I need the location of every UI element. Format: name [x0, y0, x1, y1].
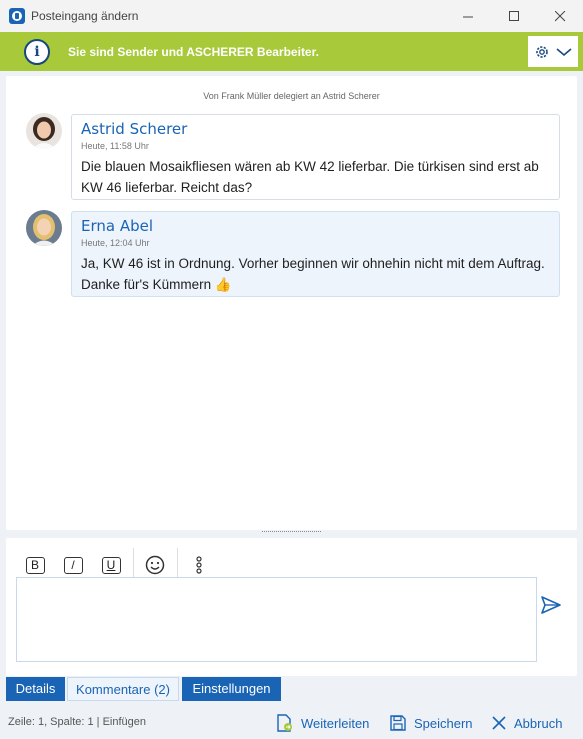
italic-icon: / [64, 557, 83, 574]
cancel-button[interactable] [492, 712, 562, 734]
comment-time: Heute, 11:58 Uhr [81, 141, 149, 151]
underline-button[interactable] [100, 555, 122, 575]
send-icon [540, 594, 562, 616]
comment-author: Astrid Scherer [81, 120, 188, 138]
comments-panel [6, 76, 577, 530]
smiley-icon [145, 555, 165, 575]
tab-bar [0, 677, 583, 701]
more-vertical-icon [195, 555, 203, 575]
comment-card [71, 114, 560, 200]
chevron-down-icon [556, 47, 572, 57]
toolbar-divider [177, 548, 178, 578]
tab-comments[interactable]: Kommentare (2) [67, 677, 179, 701]
info-bar [0, 32, 583, 71]
send-button[interactable] [540, 594, 564, 618]
comment-text: Ja, KW 46 ist in Ordnung. Vorher beginnen wir ohnehin nicht mit dem Auftrag. Danke für's Kümmern 👍 [81, 256, 545, 292]
resize-handle[interactable] [262, 531, 321, 537]
delegation-note: Von Frank Müller delegiert an Astrid Scherer [203, 91, 380, 101]
emoji-button[interactable] [144, 555, 166, 575]
bold-button[interactable] [24, 555, 46, 575]
save-icon [390, 715, 406, 731]
gear-icon [534, 44, 550, 60]
forward-document-icon [276, 714, 293, 732]
forward-button[interactable] [276, 712, 369, 734]
bold-icon: B [26, 557, 45, 574]
comment-author: Erna Abel [81, 217, 154, 235]
comment-input[interactable] [16, 577, 537, 662]
maximize-icon [509, 11, 520, 22]
status-bar [0, 706, 583, 739]
avatar [26, 210, 62, 246]
italic-button[interactable] [62, 555, 84, 575]
app-logo-icon [9, 8, 25, 24]
cursor-status: Zeile: 1, Spalte: 1 | Einfügen [8, 716, 146, 728]
close-icon [492, 716, 506, 730]
maximize-button[interactable] [491, 0, 537, 32]
underline-icon: U [102, 557, 121, 574]
comment-text: Die blauen Mosaikfliesen wären ab KW 42 lieferbar. Die türkisen sind erst ab KW 46 lieferbar. Reicht das? [81, 159, 539, 195]
toolbar-divider [133, 548, 134, 578]
tab-settings[interactable]: Einstellungen [182, 677, 281, 701]
title-bar [0, 0, 583, 32]
forward-label: Weiterleiten [301, 715, 370, 731]
close-button[interactable] [537, 0, 583, 32]
comment-card [71, 211, 560, 297]
minimize-icon [463, 11, 474, 22]
info-text: Sie sind Sender und ASCHERER Bearbeiter. [68, 45, 319, 59]
comment-editor [6, 538, 577, 676]
minimize-button[interactable] [445, 0, 491, 32]
close-icon [555, 11, 566, 22]
settings-dropdown[interactable] [528, 36, 578, 67]
comment-time: Heute, 12:04 Uhr [81, 238, 150, 248]
cancel-label: Abbruch [514, 715, 563, 731]
tab-details[interactable]: Details [6, 677, 65, 701]
avatar [26, 113, 62, 149]
info-icon: i [24, 39, 50, 65]
save-label: Speichern [414, 715, 473, 731]
more-options-button[interactable] [188, 555, 210, 575]
save-button[interactable] [390, 712, 473, 734]
window-title: Posteingang ändern [31, 9, 139, 23]
